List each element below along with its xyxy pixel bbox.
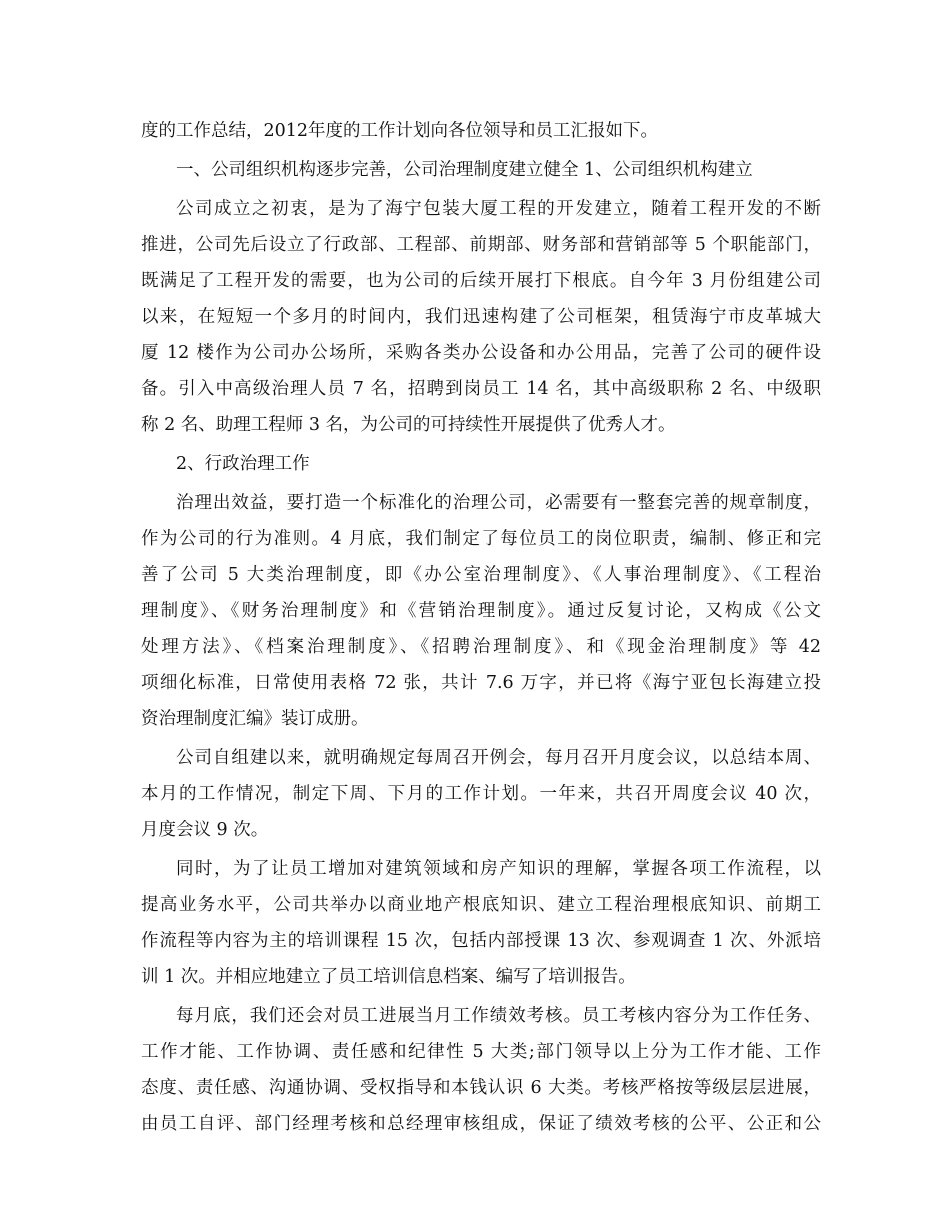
text-line: 由员工自评、部门经理考核和总经理审核组成，保证了绩效考核的公平、公正和公 — [141, 1114, 821, 1134]
text-line: 每月底，我们还会对员工进展当月工作绩效考核。员工考核内容分为工作任务、 — [176, 1006, 821, 1026]
paragraph — [141, 152, 821, 188]
paragraph — [141, 851, 821, 995]
document-body — [141, 113, 821, 1142]
text-line: 作为公司的行为准则。4 月底，我们制定了每位员工的岗位职责，编制、修正和完 — [141, 529, 821, 549]
paragraph — [141, 191, 821, 443]
paragraph — [141, 485, 821, 737]
paragraph — [141, 740, 821, 848]
text-line: 备。引入中高级治理人员 7 名，招聘到岗员工 14 名，其中高级职称 2 名、中级职 — [141, 379, 821, 399]
text-line: 公司成立之初衷，是为了海宁包装大厦工程的开发建立，随着工程开发的不断 — [176, 199, 821, 219]
text-line: 项细化标准，日常使用表格 72 张，共计 7.6 万字，并已将《海宁亚包长海建立投 — [141, 673, 821, 693]
text-line: 一、公司组织机构逐步完善，公司治理制度建立健全 1、公司组织机构建立 — [176, 160, 753, 180]
text-line: 公司自组建以来，就明确规定每周召开例会，每月召开月度会议，以总结本周、 — [176, 748, 821, 768]
text-line: 既满足了工程开发的需要，也为公司的后续开展打下根底。自今年 3 月份组建公司 — [141, 271, 821, 291]
text-line: 厦 12 楼作为公司办公场所，采购各类办公设备和办公用品，完善了公司的硬件设 — [141, 343, 821, 363]
paragraph — [141, 113, 821, 149]
text-line: 资治理制度汇编》装订成册。 — [141, 709, 369, 729]
text-line: 处理方法》、《档案治理制度》、《招聘治理制度》、和《现金治理制度》等 42 — [141, 637, 821, 657]
text-line: 作流程等内容为主的培训课程 15 次，包括内部授课 13 次、参观调查 1 次、外派培 — [141, 931, 821, 951]
paragraph — [141, 998, 821, 1142]
text-line: 训 1 次。并相应地建立了员工培训信息档案、编写了培训报告。 — [141, 967, 636, 987]
text-line: 工作才能、工作协调、责任感和纪律性 5 大类;部门领导以上分为工作才能、工作 — [141, 1042, 821, 1062]
text-line: 以来，在短短一个多月的时间内，我们迅速构建了公司框架，租赁海宁市皮革城大 — [141, 307, 821, 327]
paragraph — [141, 446, 821, 482]
text-line: 治理出效益，要打造一个标准化的治理公司，必需要有一整套完善的规章制度， — [176, 493, 821, 513]
text-line: 本月的工作情况，制定下周、下月的工作计划。一年来，共召开周度会议 40 次， — [141, 784, 821, 804]
text-line: 称 2 名、助理工程师 3 名，为公司的可持续性开展提供了优秀人才。 — [141, 415, 676, 435]
text-line: 提高业务水平，公司共举办以商业地产根底知识、建立工程治理根底知识、前期工 — [141, 895, 821, 915]
text-line: 推进，公司先后设立了行政部、工程部、前期部、财务部和营销部等 5 个职能部门， — [141, 235, 821, 255]
text-line: 2、行政治理工作 — [176, 454, 310, 474]
text-line: 度的工作总结，2012年度的工作计划向各位领导和员工汇报如下。 — [141, 121, 659, 141]
text-line: 理制度》、《财务治理制度》和《营销治理制度》。通过反复讨论，又构成《公文 — [141, 601, 821, 621]
text-line: 同时，为了让员工增加对建筑领域和房产知识的理解，掌握各项工作流程，以 — [176, 859, 821, 879]
text-line: 善了公司 5 大类治理制度，即《办公室治理制度》、《人事治理制度》、《工程治 — [141, 565, 821, 585]
text-line: 月度会议 9 次。 — [141, 820, 269, 840]
text-line: 态度、责任感、沟通协调、受权指导和本钱认识 6 大类。考核严格按等级层层进展， — [141, 1078, 821, 1098]
